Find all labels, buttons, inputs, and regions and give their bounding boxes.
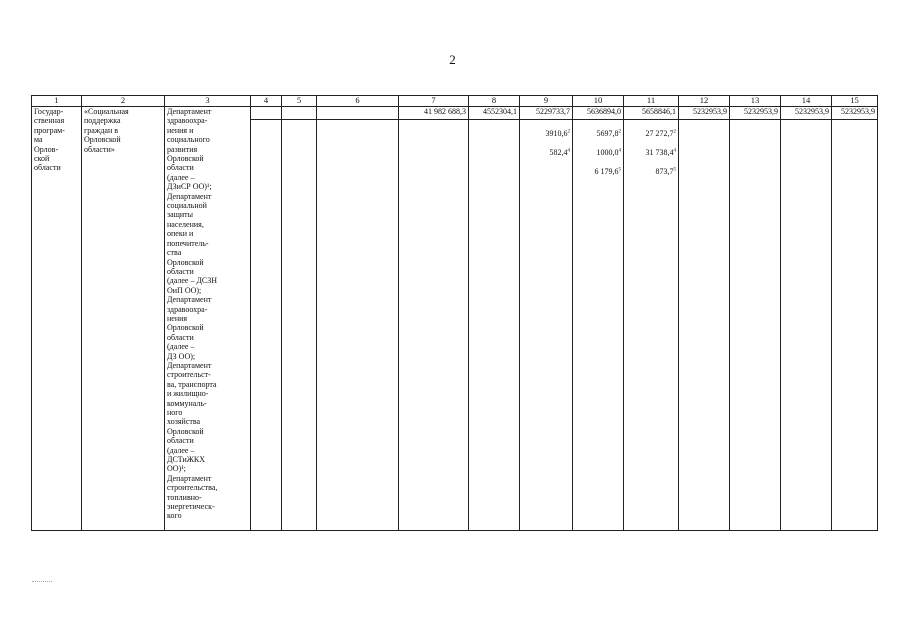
sub-value: 582,4$^4$ [549,148,570,158]
empty-cell [832,120,878,531]
sub-values-col9 [520,120,573,531]
column-number: 9 [520,96,573,107]
column-number: 14 [781,96,832,107]
year-value-cell: 4552304,1 [469,107,520,120]
program-name-cell: «Социальная поддержка граждан в Орловской области» [82,107,165,531]
column-number: 5 [282,96,317,107]
column-number: 1 [32,96,82,107]
sub-values-col11 [624,120,679,531]
empty-cell [399,120,469,531]
sub-value: 3910,6$^2$ [545,129,570,139]
column-number: 11 [624,96,679,107]
sub-value: 31 738,4$^4$ [645,148,676,158]
empty-cell [251,120,282,531]
column-number: 6 [317,96,399,107]
column-number: 7 [399,96,469,107]
column-number: 8 [469,96,520,107]
column-number: 4 [251,96,282,107]
budget-table [31,95,878,531]
sub-values-col10 [573,120,624,531]
column-number: 10 [573,96,624,107]
sub-value: 1000,0$^4$ [596,148,621,158]
column-number: 13 [730,96,781,107]
col5-cell [282,107,317,120]
sub-value: 5697,8$^2$ [596,129,621,139]
status-cell: Государ- ственная програм- ма Орлов- ской области [32,107,82,531]
col4-cell [251,107,282,120]
sub-value: 873,7$^5$ [655,167,676,177]
column-number: 15 [832,96,878,107]
column-number: 12 [679,96,730,107]
year-value-cell: 5232953,9 [679,107,730,120]
column-number: 2 [82,96,165,107]
empty-cell [317,120,399,531]
year-value-cell: 5229733,7 [520,107,573,120]
column-number: 3 [165,96,251,107]
total-cell: 41 982 688,3 [399,107,469,120]
empty-cell [730,120,781,531]
empty-cell [282,120,317,531]
year-value-cell: 5658846,1 [624,107,679,120]
program-row [32,107,878,120]
empty-cell [469,120,520,531]
empty-cell [781,120,832,531]
column-number-row [32,96,878,107]
page-number: 2 [449,52,456,67]
year-value-cell: 5636894,0 [573,107,624,120]
executor-cell: Департамент здравоохра- нения и социального развития Орловской области (далее – ДЗиСР ОО)¹; Департамент социальной защиты населения, опеки и попечитель- ства Орловской области (далее – ДСЗН ОиП ОО); Департамент здравоохра- нения Орловской области (далее – ДЗ ОО); Департамент строительст- ва, транспорта и жилищно- коммуналь- ного хозяйства Орловской области (далее – ДСТиЖКХ ОО)¹; Департамент строительства, топливно- энергетическ- кого [165,107,251,531]
sub-value: 6 179,6$^5$ [594,167,621,177]
year-value-cell: 5232953,9 [781,107,832,120]
scan-mark [32,578,52,582]
year-value-cell: 5232953,9 [730,107,781,120]
year-value-cell: 5232953,9 [832,107,878,120]
sub-value: 27 272,7$^2$ [645,129,676,139]
col6-cell [317,107,399,120]
empty-cell [679,120,730,531]
